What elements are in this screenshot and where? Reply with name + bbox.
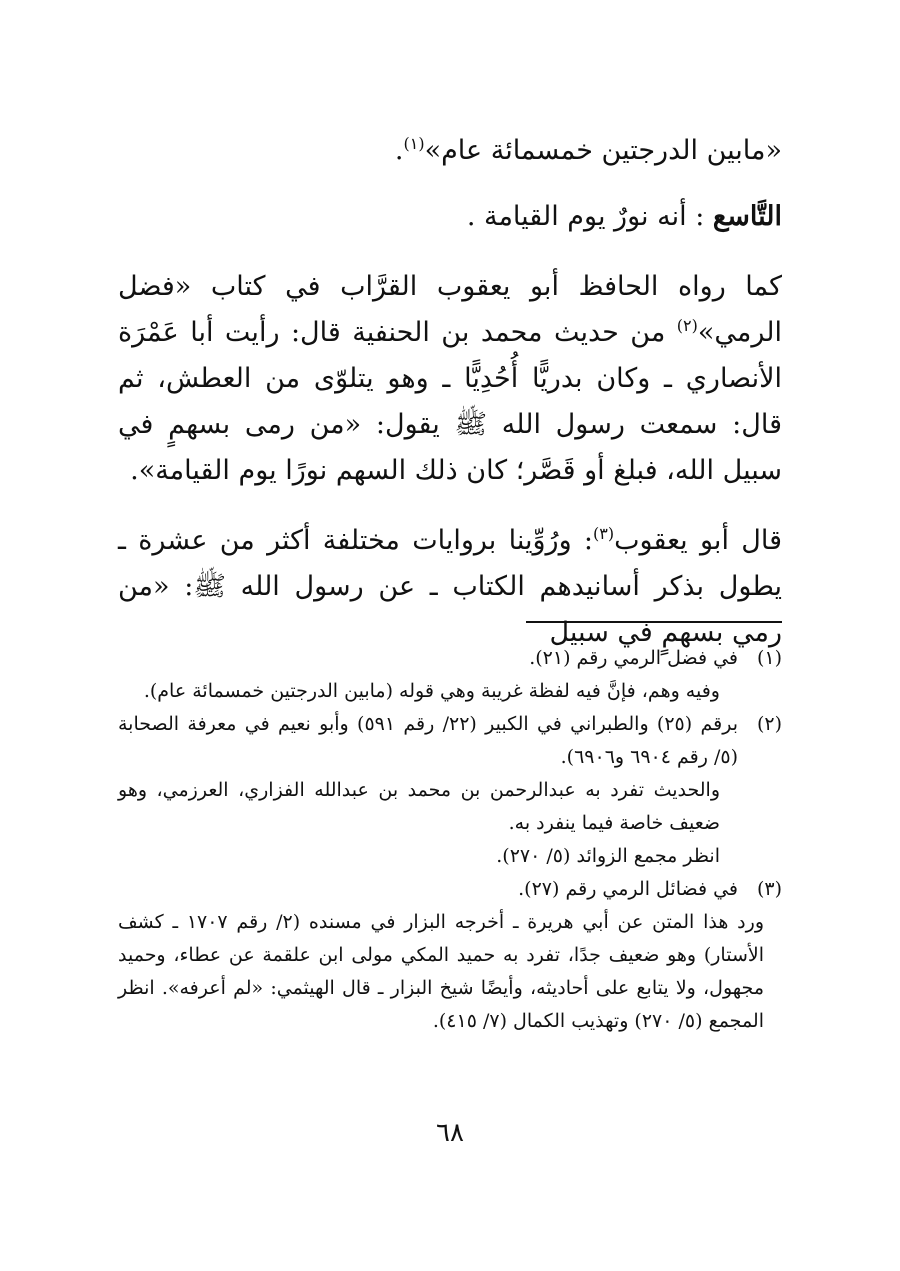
footnote-1-number: (١) [756, 647, 782, 669]
footnote-1-line-1: في فضل الرمي رقم (٢١). [529, 647, 738, 669]
footnote-ref-1: (١) [403, 134, 425, 153]
footnote-ref-3: (٣) [593, 524, 615, 543]
footnotes [118, 642, 782, 1038]
footnote-3-line-1: في فضائل الرمي رقم (٢٧). [518, 878, 738, 900]
ninth-heading: التَّاسع [712, 201, 782, 232]
paragraph-3-body: من حديث محمد بن الحنفية قال: رأيت أبا عَمْرَة الأنصاري ـ وكان بدريًّا أُحُدِيًّا ـ وهو يتلوّى من العطش، ثم قال: سمعت رسول الله ﷺ يقول: «من رمى بسهمٍ في سبيل الله، فبلغ أو قَصَّر؛ كان ذلك السهم نورًا يوم القيامة». [118, 317, 782, 486]
paragraph-4-body: : ورُوِّينا بروايات مختلفة أكثر من عشرة ـ يطول بذكر أسانيدهم الكتاب ـ عن رسول الله ﷺ: «من رمي بسهمٍ في سبيل [118, 525, 782, 648]
footnote-3 [118, 873, 782, 906]
paragraph-1 [118, 128, 782, 174]
footnote-2-line-1: برقم (٢٥) والطبراني في الكبير (٢٢/ رقم ٥٩١) وأبو نعيم في معرفة الصحابة (٥/ رقم ٦٩٠٤ و٦٩٠٦). [118, 713, 738, 768]
footnote-2 [118, 708, 782, 873]
paragraph-4 [118, 518, 782, 656]
paragraph-1-tail: . [394, 135, 404, 166]
footnote-divider [526, 621, 782, 623]
footnote-ref-2: (٢) [676, 316, 698, 335]
paragraph-3-lead: كما رواه الحافظ أبو يعقوب القرَّاب في كتاب «فضل الرمي» [118, 271, 782, 348]
paragraph-4-lead: قال أبو يعقوب [614, 525, 782, 556]
footnote-3-number: (٣) [756, 878, 782, 900]
page-number: ٦٨ [436, 1118, 464, 1148]
main-text [118, 128, 782, 656]
footnote-2-line-3: انظر مجمع الزوائد (٥/ ٢٧٠). [496, 845, 720, 867]
footnote-3-line-2: ورد هذا المتن عن أبي هريرة ـ أخرجه البزار في مسنده (٢/ رقم ١٧٠٧ ـ كشف الأستار) وهو ضعيف جدًا، تفرد به حميد المكي مولى ابن علقمة عن عطاء، وحميد مجهول، ولا يتابع على أحاديثه، وأيضًا شيخ البزار ـ قال الهيثمي: «لم أعرفه». انظر المجمع (٥/ ٢٧٠) وتهذيب الكمال (٧/ ٤١٥). [118, 911, 764, 1032]
paragraph-1-text: «مابين الدرجتين خمسمائة عام» [424, 135, 782, 166]
paragraph-2-text: : أنه نورٌ يوم القيامة . [466, 201, 705, 232]
footnote-1-line-2: وفيه وهم، فإنَّ فيه لفظة غريبة وهي قوله (مابين الدرجتين خمسمائة عام). [143, 680, 720, 702]
footnote-1 [118, 642, 782, 708]
footnote-2-line-2: والحديث تفرد به عبدالرحمن بن محمد بن عبدالله الفزاري، العرزمي، وهو ضعيف خاصة فيما ينفرد به. [118, 779, 720, 834]
paragraph-2 [118, 194, 782, 240]
paragraph-3 [118, 264, 782, 494]
footnote-2-number: (٢) [756, 713, 782, 735]
